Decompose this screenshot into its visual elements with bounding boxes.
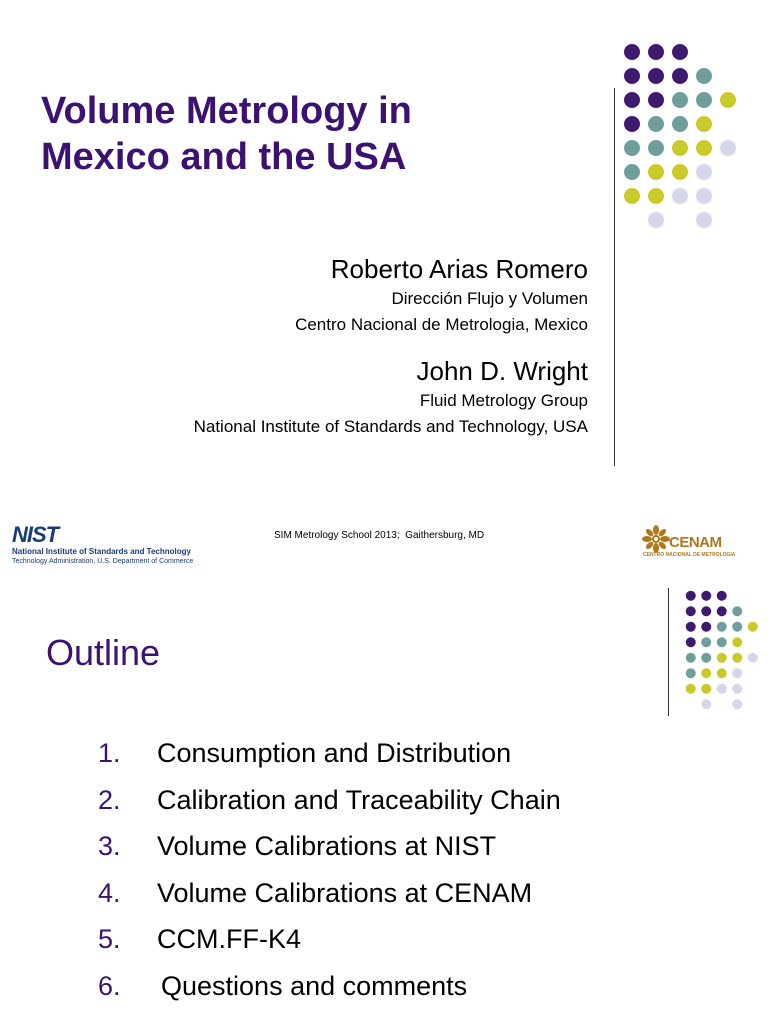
decorative-dot (701, 684, 711, 694)
authors-block (28, 252, 588, 440)
decorative-dot (648, 164, 664, 180)
decorative-dot (732, 653, 742, 663)
decorative-dot (672, 188, 688, 204)
nist-logo-name: National Institute of Standards and Technology (12, 547, 191, 556)
decorative-dot (701, 653, 711, 663)
decorative-dot (624, 68, 640, 84)
decorative-dot (648, 188, 664, 204)
decorative-dot (686, 606, 696, 616)
outline-item (98, 870, 561, 917)
decorative-dot (732, 637, 742, 647)
dot-grid-svg (620, 40, 740, 232)
nist-logo (12, 524, 217, 568)
decorative-dot (732, 684, 742, 694)
decorative-dot (672, 68, 688, 84)
cenam-logo (641, 522, 736, 562)
decorative-dot (648, 44, 664, 60)
decorative-dot (696, 140, 712, 156)
decorative-dot (648, 92, 664, 108)
decorative-dot (686, 668, 696, 678)
decorative-dot (624, 164, 640, 180)
decorative-dot (701, 668, 711, 678)
decorative-dot (696, 212, 712, 228)
nist-logo-department: Technology Administration, U.S. Department of Commerce (12, 558, 194, 565)
author-2 (28, 354, 588, 440)
decorative-dot (672, 92, 688, 108)
outline-item-number: 6. (98, 970, 121, 1001)
title-line-2: Mexico and the USA (41, 136, 407, 178)
decorative-dot (701, 699, 711, 709)
decorative-dot (648, 68, 664, 84)
divider-line (614, 88, 615, 466)
outline-item-text: Volume Calibrations at NIST (157, 831, 497, 861)
outline-item (98, 777, 561, 824)
cenam-logo-word: CENAM (669, 534, 722, 551)
decorative-dot (648, 140, 664, 156)
decorative-dot (696, 92, 712, 108)
decorative-dot (717, 606, 727, 616)
author-name: Roberto Arias Romero (330, 254, 588, 284)
author-name: John D. Wright (416, 356, 588, 386)
outline-item-text: Volume Calibrations at CENAM (157, 877, 533, 908)
cenam-emblem-icon (641, 524, 671, 554)
decorative-dot (717, 622, 727, 632)
outline-item-number: 5. (98, 924, 121, 954)
decorative-dot (686, 622, 696, 632)
decorative-dot (732, 606, 742, 616)
author-affiliation: Centro Nacional de Metrologia, Mexico (295, 315, 588, 334)
decorative-dot (672, 44, 688, 60)
title-line-1: Volume Metrology in (41, 90, 412, 132)
decorative-dot (648, 116, 664, 132)
decorative-dot (748, 653, 758, 663)
decorative-dot (717, 684, 727, 694)
decorative-dot (748, 622, 758, 632)
decorative-dot (696, 116, 712, 132)
dot-grid-svg (683, 588, 761, 712)
decorative-dot (696, 68, 712, 84)
decorative-dot (672, 116, 688, 132)
author-affiliation: Fluid Metrology Group (419, 391, 588, 410)
decorative-dot (717, 591, 727, 601)
decorative-dot (701, 606, 711, 616)
outline-item (98, 730, 561, 777)
decorative-dot (701, 637, 711, 647)
author-affiliation: National Institute of Standards and Technology, USA (193, 417, 588, 436)
outline-list (98, 730, 561, 1009)
decorative-dot-grid (620, 40, 740, 232)
decorative-dot-grid (683, 588, 761, 712)
nist-logo-mark: NIST (12, 522, 59, 547)
decorative-dot (686, 637, 696, 647)
decorative-dot (717, 653, 727, 663)
decorative-dot (717, 637, 727, 647)
decorative-dot (732, 668, 742, 678)
decorative-dot (701, 591, 711, 601)
decorative-dot (624, 92, 640, 108)
decorative-dot (701, 622, 711, 632)
decorative-dot (720, 140, 736, 156)
author-1 (28, 252, 588, 338)
decorative-dot (686, 684, 696, 694)
decorative-dot (686, 653, 696, 663)
outline-item-number: 1. (98, 738, 121, 768)
outline-item-text: Questions and comments (161, 970, 468, 1001)
divider-line (668, 588, 669, 716)
outline-slide (0, 580, 768, 1024)
decorative-dot (717, 668, 727, 678)
decorative-dot (624, 44, 640, 60)
cenam-logo-subtitle: CENTRO NACIONAL DE METROLOGIA (643, 552, 736, 558)
decorative-dot (732, 699, 742, 709)
outline-item-number: 3. (98, 831, 121, 861)
decorative-dot (672, 140, 688, 156)
outline-item (98, 823, 561, 870)
outline-item-text: Calibration and Traceability Chain (157, 784, 561, 815)
decorative-dot (624, 116, 640, 132)
outline-item-text: CCM.FF-K4 (157, 924, 301, 954)
decorative-dot (732, 622, 742, 632)
decorative-dot (648, 212, 664, 228)
author-affiliation: Dirección Flujo y Volumen (391, 289, 588, 308)
decorative-dot (696, 164, 712, 180)
decorative-dot (720, 92, 736, 108)
decorative-dot (624, 140, 640, 156)
outline-title: Outline (46, 632, 161, 673)
outline-item (98, 916, 561, 963)
outline-item-number: 2. (98, 784, 121, 815)
slide-title (41, 88, 601, 180)
outline-item (98, 963, 561, 1010)
decorative-dot (624, 188, 640, 204)
outline-item-text: Consumption and Distribution (157, 738, 512, 768)
decorative-dot (686, 591, 696, 601)
outline-item-number: 4. (98, 877, 121, 908)
decorative-dot (696, 188, 712, 204)
slide-footer: SIM Metrology School 2013; Gaithersburg, MD (274, 530, 485, 541)
decorative-dot (672, 164, 688, 180)
